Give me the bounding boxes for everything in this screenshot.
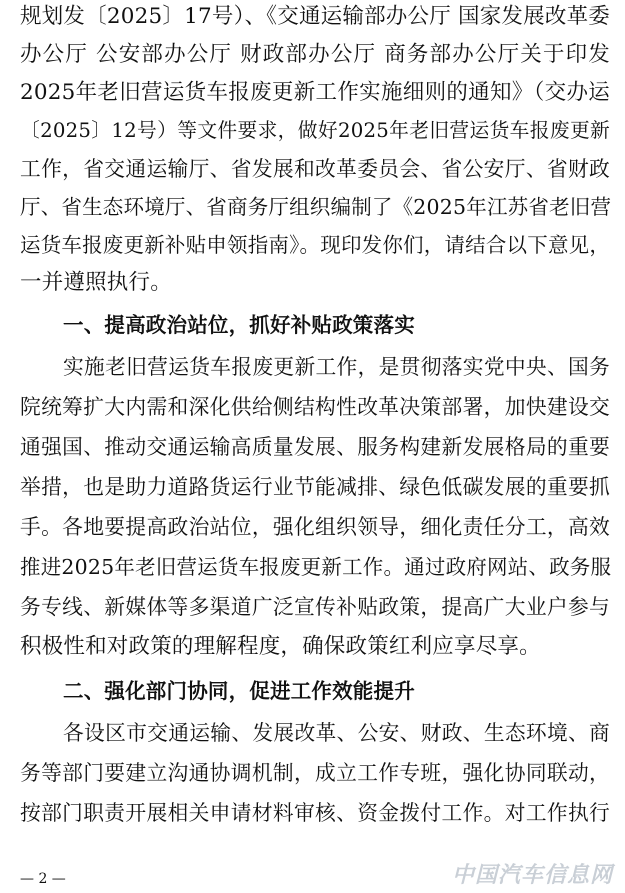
paragraph-line: 务专线、新媒体等多渠道广泛宣传补贴政策，提高广大业户参与 bbox=[20, 595, 610, 619]
paragraph-line: 规划发〔2025〕17号）、《交通运输部办公厅 国家发展改革委 bbox=[20, 4, 610, 29]
section-heading: 一、提高政治站位，抓好补贴政策落实 bbox=[63, 313, 415, 337]
paragraph-line: 举措，也是助力道路货运行业节能减排、绿色低碳发展的重要抓 bbox=[20, 475, 610, 499]
paragraph-line: 2025年老旧营运货车报废更新工作实施细则的通知》（交办运 bbox=[20, 80, 610, 105]
paragraph-line: 运货车报废更新补贴申领指南》。现印发你们，请结合以下意见， bbox=[20, 233, 611, 257]
paragraph-line: 手。各地要提高政治站位，强化组织领导，细化责任分工，高效 bbox=[20, 515, 610, 539]
paragraph-line: 通强国、推动交通运输高质量发展、服务构建新发展格局的重要 bbox=[20, 435, 610, 459]
section-heading: 二、强化部门协同，促进工作效能提升 bbox=[63, 679, 415, 703]
paragraph-line: 院统筹扩大内需和深化供给侧结构性改革决策部署，加快建设交 bbox=[20, 395, 610, 419]
watermark-logo: 中国汽车信息网 bbox=[451, 862, 613, 888]
paragraph-line: 〔2025〕12号）等文件要求，做好2025年老旧营运货车报废更新 bbox=[20, 119, 610, 142]
paragraph-line: 务等部门要建立沟通协调机制，成立工作专班，强化协同联动， bbox=[20, 761, 610, 785]
paragraph-line: 推进2025年老旧营运货车报废更新工作。通过政府网站、政务服 bbox=[20, 555, 612, 579]
paragraph-line: 按部门职责开展相关申请材料审核、资金拨付工作。对工作执行 bbox=[20, 801, 610, 825]
paragraph-line: 一并遵照执行。 bbox=[20, 270, 172, 295]
paragraph-line: 厅、省生态环境厅、省商务厅组织编制了《2025年江苏省老旧营 bbox=[20, 195, 612, 219]
paragraph-line: 积极性和对政策的理解程度，确保政策红利应享尽享。 bbox=[20, 634, 541, 659]
paragraph-line: 办公厅 公安部办公厅 财政部办公厅 商务部办公厅关于印发 bbox=[20, 42, 610, 67]
paragraph-line: 实施老旧营运货车报废更新工作，是贯彻落实党中央、国务 bbox=[63, 355, 610, 379]
paragraph-line: 各设区市交通运输、发展改革、公安、财政、生态环境、商 bbox=[63, 721, 610, 745]
paragraph-line: 工作，省交通运输厅、省发展和改革委员会、省公安厅、省财政 bbox=[20, 157, 610, 181]
page-number: — 2 — bbox=[20, 871, 66, 887]
